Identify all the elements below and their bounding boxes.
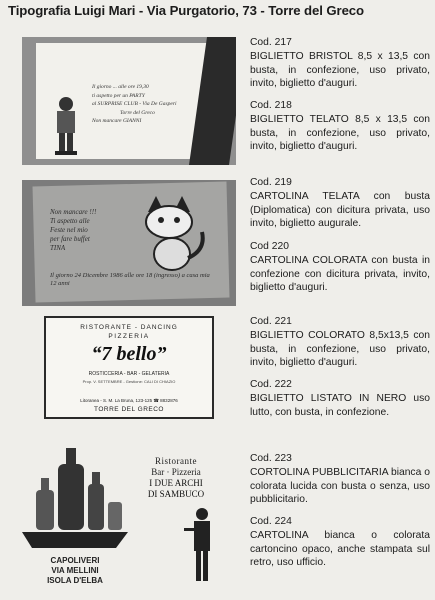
card-ristorante-7-bello: [44, 316, 214, 419]
bottles-tray-illustration-icon: [20, 444, 130, 554]
card3-address: Litoranea - S. M. La Bruna, 123-125 ☎ 8832876: [80, 398, 178, 403]
card4-address: CAPOLIVERI VIA MELLINI ISOLA D'ELBA: [47, 556, 103, 585]
card3-services: ROSTICCERIA - BAR - GELATERIA: [88, 371, 170, 377]
card2-footer: Il giorno 24 Dicembre 1986 alle ore 18 (ingresso) a casa mia 12 anni: [50, 272, 210, 287]
card4-heading-bar: Bar · Pizzeria: [151, 467, 201, 477]
clown-illustration-icon: [46, 95, 86, 159]
card3-owner: Prop. V. SETTEMBRE - Gestione: CALI DI CHIAZIO: [82, 379, 176, 384]
card3-heading: RISTORANTE - DANCING: [80, 324, 178, 331]
card3-subheading: PIZZERIA: [108, 333, 150, 340]
card1-text: Il giorno ... alle ore 19,30 ti aspetto per un PARTY al SURPRISE CLUB - Via De Gasperi Torre del Greco Non mancare GIANNI: [92, 84, 177, 124]
entry-223: Cod. 223 CORTOLINA PUBBLICITARIA bianca o colorata lucida con busta o senza, uso pubblicitario.: [250, 453, 430, 506]
entry-218: Cod. 218 BIGLIETTO TELATO 8,5 x 13,5 con busta, in confezione, uso privato, invito, biglietto d'auguri.: [250, 100, 430, 153]
card-photo-cartolina: [22, 180, 236, 306]
card2-text: Non mancare !!! Ti aspetto alle Feste nel mio per fare buffet TINA: [50, 208, 97, 252]
page-title: Tipografia Luigi Mari - Via Purgatorio, 73 - Torre del Greco: [8, 3, 364, 18]
card3-city: TORRE DEL GRECO: [94, 406, 164, 413]
entry-219: Cod. 219 CARTOLINA TELATA con busta (Diplomatica) con dicitura privata, uso invito, biglietto augurale.: [250, 177, 430, 230]
entry-217: Cod. 217 BIGLIETTO BRISTOL 8,5 x 13,5 con busta, in confezione, uso privato, invito, biglietto d'auguri.: [250, 37, 430, 90]
card3-logo: “7 bello”: [91, 343, 167, 365]
entry-224: Cod. 224 CARTOLINA bianca o colorata cartoncino opaco, anche stampata sul retro, uso ufficio.: [250, 516, 430, 569]
cat-illustration-icon: [134, 194, 210, 274]
card-due-archi: [14, 436, 236, 590]
entry-222: Cod. 222 BIGLIETTO LISTATO IN NERO uso lutto, con busta, in confezione.: [250, 379, 430, 418]
card4-heading-place: DI SAMBUCO: [147, 489, 205, 499]
entry-220: Cod 220 CARTOLINA COLORATA con busta in confezione con dicitura privata, invito, biglietto d'auguri.: [250, 241, 430, 294]
card-photo-biglietto: [22, 37, 236, 165]
card4-heading-ristorante: Ristorante: [155, 456, 197, 466]
card4-heading-name: I DUE ARCHI: [149, 478, 203, 488]
waiter-illustration-icon: [184, 506, 220, 588]
entry-221: Cod. 221 BIGLIETTO COLORATO 8,5x13,5 con busta, in confezione, uso privato, invito, biglietto d'auguri.: [250, 316, 430, 369]
